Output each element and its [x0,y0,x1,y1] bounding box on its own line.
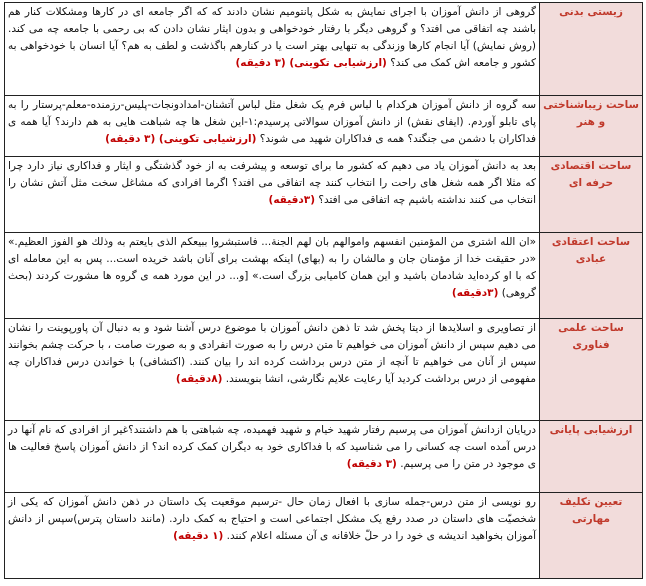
lesson-plan-table [4,2,643,579]
evaluation-note: (۸دقیقه) [175,373,223,385]
table-row [5,319,643,421]
section-title: ساحت اعتقادی عبادی [540,233,643,319]
table-row [5,3,643,96]
description-text: بعد به دانش آموزان یاد می دهیم که کشور ما برای توسعه و پیشرفت به از خود گذشتگی و ایثار و فداکاری نیاز دارد چرا که مثلا اگر همه شغل های راحت را انتخاب کنند چه اتفاقی می افتد؟ اگرما افرادی که مشاغل سخت مثل آتش نشان را انتخاب می کنند نداشته باشیم چه اتفاقی می افتد؟ [8,160,536,206]
section-title: ارزشیابی پایانی [540,421,643,493]
description-text: سه گروه از دانش آموزان هرکدام با لباس فرم یک شغل مثل لباس آتشنان-امدادونجات-پلیس-رزمنده-معلم-پرستار را به پای تابلو آوردم. (ایفای نقش) از دانش آموزان سوالاتی پرسیدم:۱-این شغل ها چه شباهت هایی به هم دارند؟ آیا همه ی فداکاران با دشمن می جنگند؟ همه ی فداکاران شهید می شوند؟ [8,99,536,145]
section-description [5,3,540,96]
section-description [5,233,540,319]
table-row [5,421,643,493]
section-title: ساحت زیباشناختی و هنر [540,96,643,157]
table-row [5,233,643,319]
section-description [5,96,540,157]
table-row [5,157,643,233]
table-row [5,493,643,579]
section-description [5,157,540,233]
section-title: ساحت علمی فناوری [540,319,643,421]
section-title: زیستی بدنی [540,3,643,96]
table-row [5,96,643,157]
section-description [5,421,540,493]
evaluation-note: (۳ دقیقه) [346,458,397,470]
description-text: رو نویسی از متن درس-جمله سازی با افعال زمان حال -ترسیم موقعیت یک داستان در ذهن دانش آموزان که یکی از شخصیّت های داستان در صدد رفع یک مشکل اجتماعی است و احتیاج به کمک دارد. (مانند داستان پترس)سپس از دانش آموزان بخواهید اندیشه ی خود را در حلّ خلاقانه ی آن مسئله اعلام کنند. [8,496,536,542]
evaluation-note: (۱ دقیقه) [173,530,224,542]
section-title: تعیین تکلیف مهارتی [540,493,643,579]
section-description [5,319,540,421]
description-text: دریایان ازدانش آموزان می پرسیم رفتار شهید خیام و شهید فهمیده، چه شباهتی با هم داشتند؟غیر از افرادی که نام آنها در درس آمده است چه کسانی را می شناسید که با فداکاری خود به دیگران کمک کرده اند؟ از دانش آموزان پاسخ فعالیت ها ی موجود در متن را می پرسیم. [8,424,536,470]
description-text: گروهی از دانش آموزان با اجرای نمایش به شکل پانتومیم نشان دادند که که اگر جامعه ای در کارها ومشکلات کنار هم باشند چه اتفاقی می افتد؟ و گروهی دیگر با رفتار خودخواهی و بدون ایثار نشان دادن که بی رحمی با جامعه چه می کند.(روش نمایش) آیا انجام کارها وزندگی به تنهایی بهتر است یا در کنارهم باگذشت و لطف به هم؟ آیا انسان با خودخواهی به کشور و جامعه اش کمک می کند؟ [8,6,536,69]
evaluation-note: (ارزشیابی تکوینی) (۳ دقیقه) [105,133,257,145]
description-text: از تصاویری و اسلایدها از دیتا پخش شد تا ذهن دانش آموزان با موضوع درس آشنا شود و به دنبال آن پاورپوینت را نشان می دهیم سپس از دانش آموزان می خواهیم تا متن درس را به صورت انفرادی و به صورت صامت ، با حرکت چشم بخوانند سپس از آنان می خواهیم تا آنچه از متن درس برداشت کرده اند را بیان کنند. (اکتشافی) با خواندن درس فداکاران چه مفهومی از درس برداشت کردید آیا رعایت علایم نگارشی، انشا بنویسند. [8,322,536,385]
description-text: «ان الله اشترى من المؤمنين انفسهم واموالهم بان لهم الجنة... فاستبشروا ببيعكم الذى بايعتم به وذلك هو الفوز العظيم.» «در حقیقت خدا از مؤمنان جان و مالشان را به (بهای) اینکه بهشت برای آنان باشد خریده است... پس به این معامله ای که با او کرده‌اید شادمان باشید و این همان کامیابی بزرگ است.» [و... در این مورد همه ی گروه ها مشورت کردند (بحث گروهی) [8,236,536,299]
section-title: ساحت اقتصادی حرفه ای [540,157,643,233]
evaluation-note: (۳دقیقه) [451,287,499,299]
section-description [5,493,540,579]
evaluation-note: (ارزشیابی تکوینی) (۳ دقیقه) [235,57,387,69]
evaluation-note: (۳دقیقه) [268,194,316,206]
